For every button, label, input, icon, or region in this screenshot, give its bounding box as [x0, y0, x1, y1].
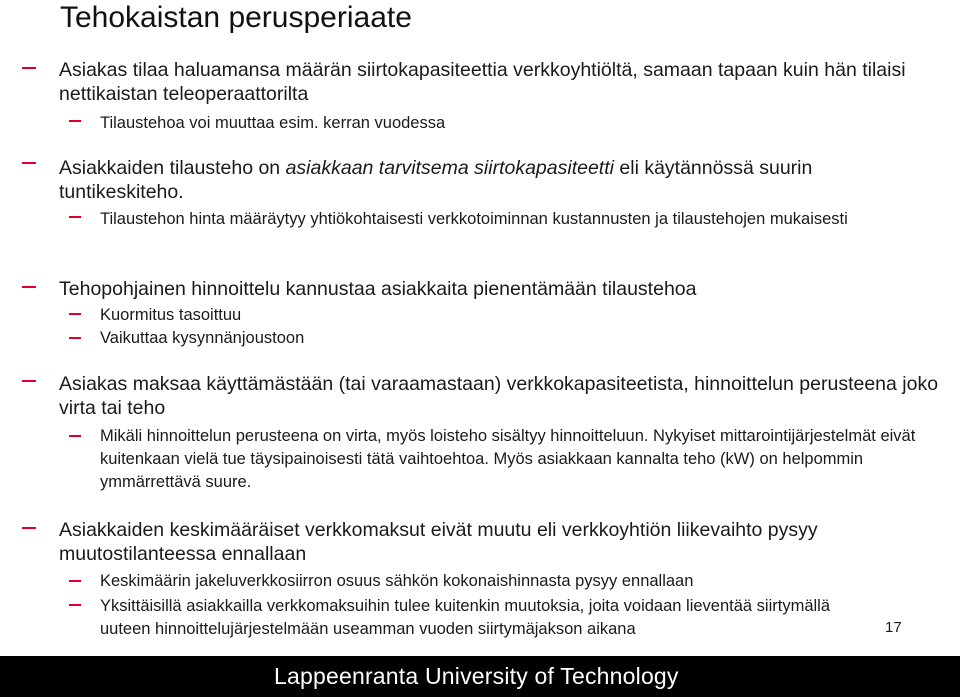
bullet-dash: [22, 67, 36, 69]
bullet-4-sub-1: Mikäli hinnoittelun perusteena on virta, myös loisteho sisältyy hinnoitteluun. Nykyiset mittarointijärjestelmät eivät kuitenkaan vielä tue täysipainoisesti tätä vaihtoehtoa. Myös asiakkaan kannalta teho (kW) on helpommin ymmärrettävä suure.: [100, 427, 916, 491]
bullet-1-text: Asiakas tilaa haluamansa määrän siirtokapasiteettia verkkoyhtiöltä, samaan tapaan kuin hän tilaisi nettikaistan teleoperaattorilta: [59, 59, 906, 105]
bullet-2-text-italic: asiakkaan tarvitsema siirtokapasiteetti: [285, 157, 614, 179]
bullet-1-sub-1: Tilaustehoa voi muuttaa esim. kerran vuodessa: [100, 114, 446, 132]
sub-bullet-dash: [69, 216, 81, 218]
bullet-5-sub-1: Keskimäärin jakeluverkkosiirron osuus sähkön kokonaishinnasta pysyy ennallaan: [100, 572, 694, 590]
bullet-2-text-before: Asiakkaiden tilausteho on: [59, 157, 286, 179]
bullet-dash: [22, 162, 36, 164]
bullet-3-sub-2: Vaikuttaa kysynnänjoustoon: [100, 329, 305, 347]
sub-bullet-dash: [69, 580, 81, 582]
bullet-5-text: Asiakkaiden keskimääräiset verkkomaksut eivät muutu eli verkkoyhtiön liikevaihto pysyy muutostilanteessa ennallaan: [59, 519, 818, 565]
footer-bar: [0, 656, 960, 697]
bullet-dash: [22, 380, 36, 382]
footer-logo-text: Lappeenranta University of Technology: [274, 663, 679, 689]
sub-bullet-dash: [69, 604, 81, 606]
bullet-2-sub-1: Tilaustehon hinta määräytyy yhtiökohtaisesti verkkotoiminnan kustannusten ja tilaustehojen mukaisesti: [100, 210, 848, 228]
slide-title: Tehokaistan perusperiaate: [60, 1, 412, 34]
sub-bullet-dash: [69, 120, 81, 122]
bullet-dash: [22, 527, 36, 529]
bullet-2-text-after: eli käytännössä suurin tuntikeskiteho.: [59, 157, 813, 203]
bullet-4-text: Asiakas maksaa käyttämästään (tai varaamastaan) verkkokapasiteetista, hinnoittelun perusteena joko virta tai teho: [59, 373, 939, 419]
bullet-3-sub-1: Kuormitus tasoittuu: [100, 306, 242, 324]
page-number: 17: [885, 619, 902, 636]
bullet-dash: [22, 286, 36, 288]
bullet-2-text: [59, 156, 939, 204]
bullet-5-sub-2: Yksittäisillä asiakkailla verkkomaksuihin tulee kuitenkin muutoksia, joita voidaan lieventää siirtymällä uuteen hinnoittelujärjestelmään useamman vuoden siirtymäjakson aikana: [100, 597, 831, 638]
bullet-3-text: Tehopohjainen hinnoittelu kannustaa asiakkaita pienentämään tilaustehoa: [59, 278, 697, 300]
sub-bullet-dash: [69, 337, 81, 339]
sub-bullet-dash: [69, 313, 81, 315]
sub-bullet-dash: [69, 435, 81, 437]
